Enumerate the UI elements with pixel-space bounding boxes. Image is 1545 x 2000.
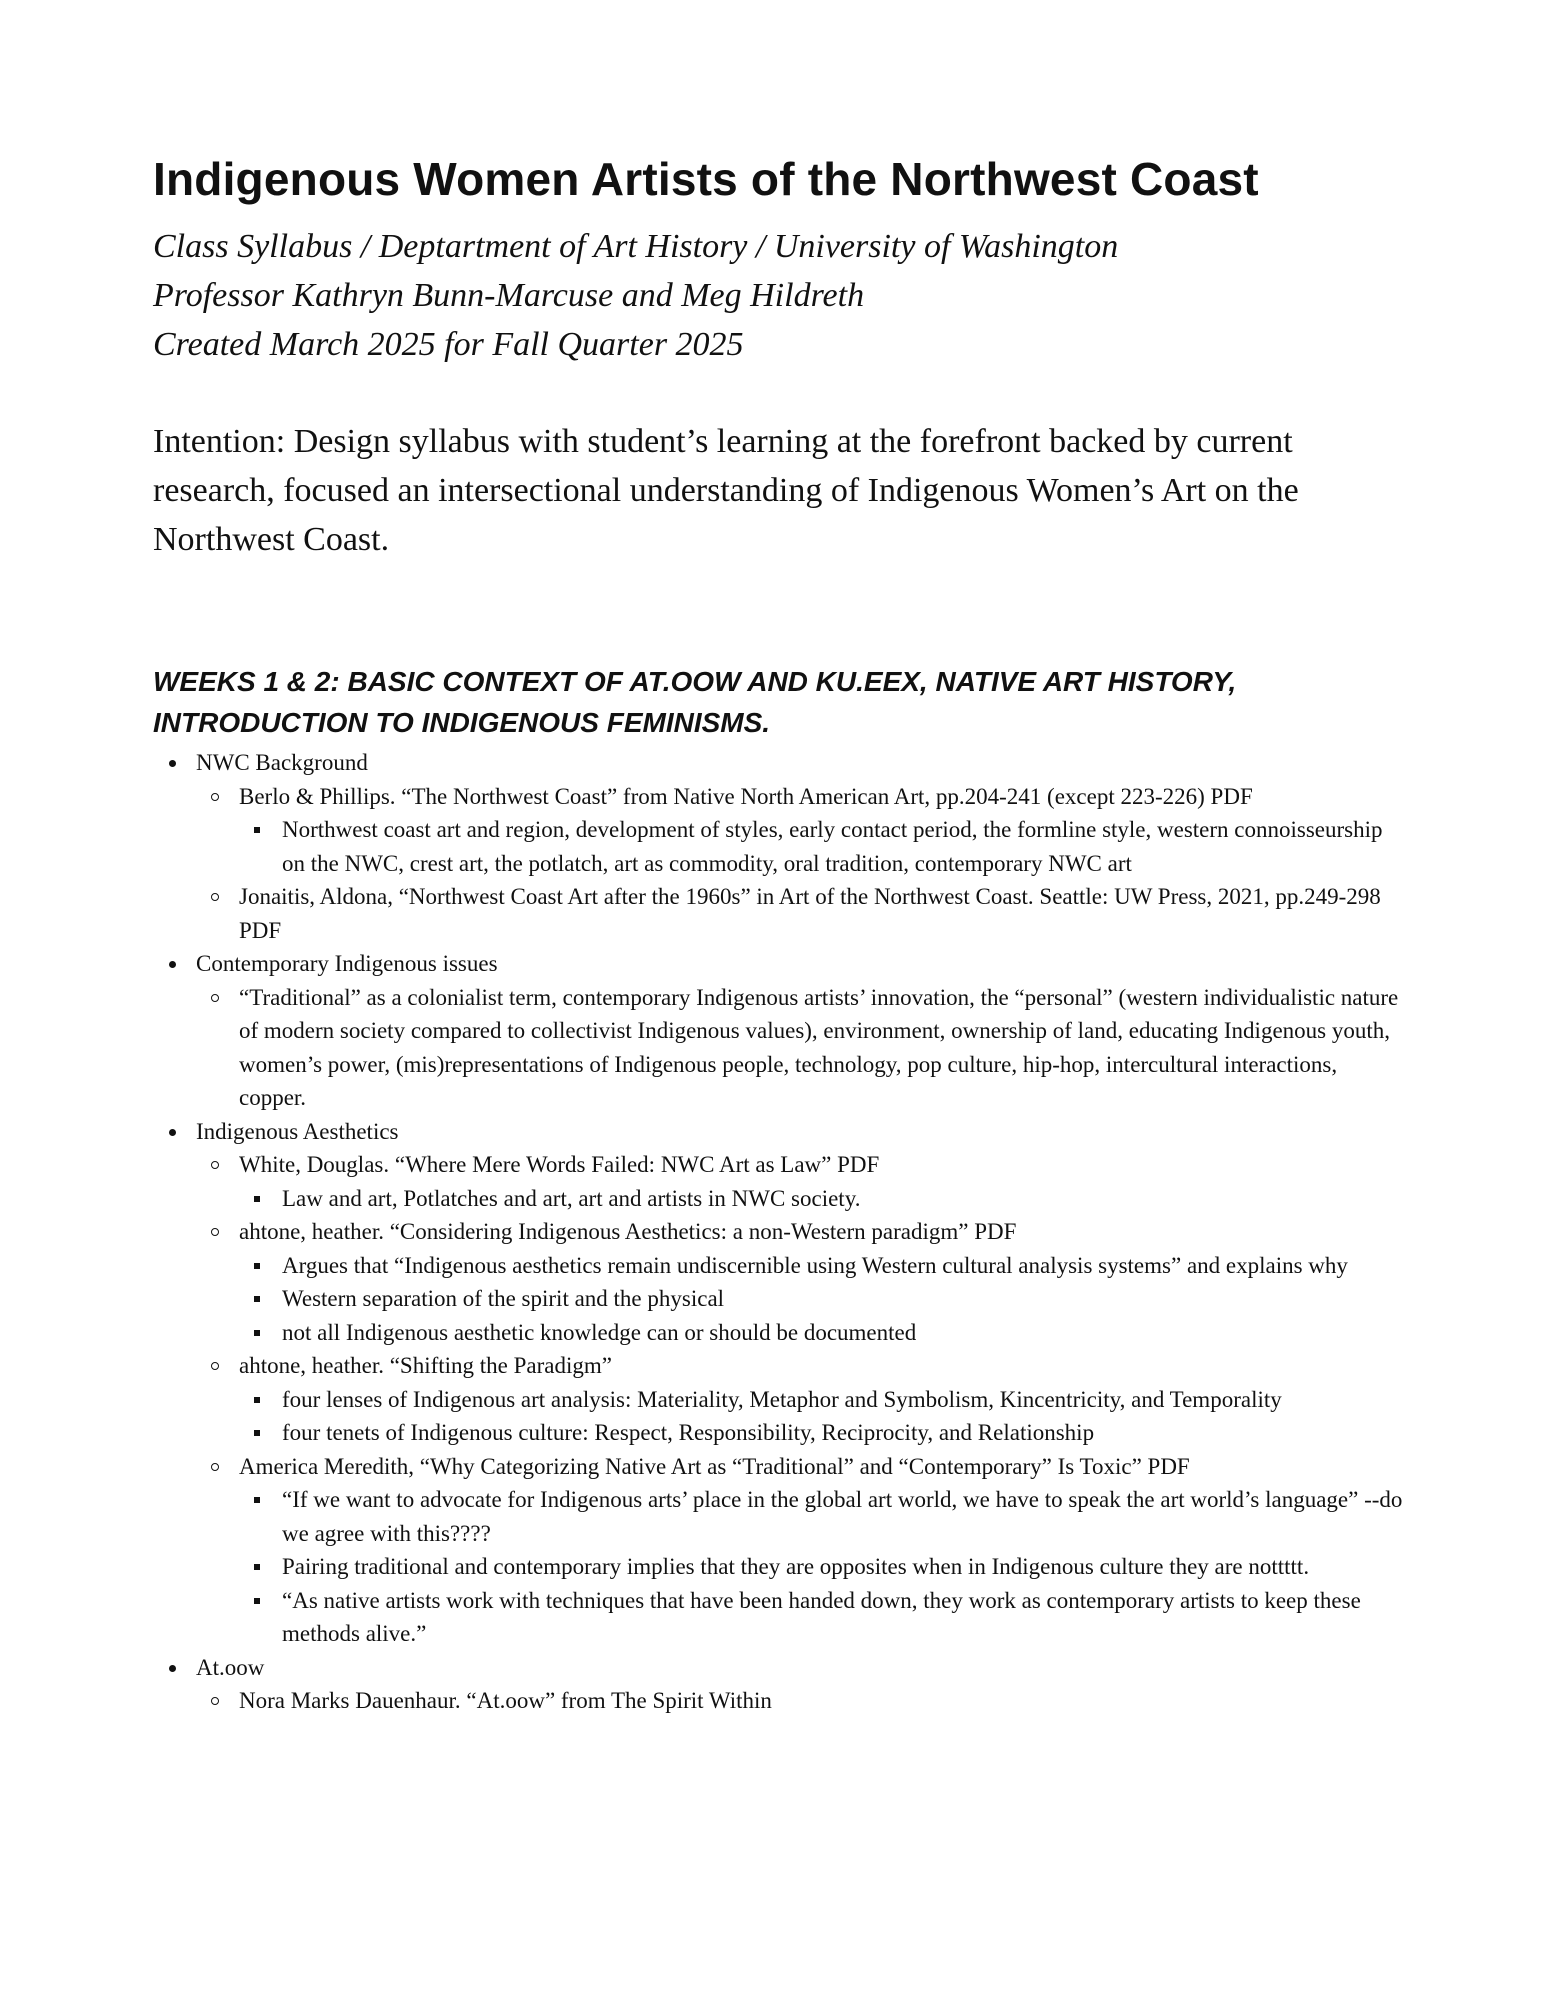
topic-label: NWC Background	[196, 750, 368, 775]
reading-text: White, Douglas. “Where Mere Words Failed: NWC Art as Law” PDF	[239, 1152, 880, 1177]
bullet-square-icon	[254, 1430, 260, 1436]
reading-text: Berlo & Phillips. “The Northwest Coast” from Native North American Art, pp.204-241 (except 223-226) PDF	[239, 783, 1253, 809]
reading-text: America Meredith, “Why Categorizing Native Art as “Traditional” and “Contemporary” Is Toxic” PDF	[239, 1453, 1190, 1479]
reading-item	[196, 1450, 1403, 1651]
topic-item	[153, 947, 1403, 1115]
intention-statement: Intention: Design syllabus with student’s learning at the forefront backed by current research, focused an intersectional understanding of Indigenous Women’s Art on the Northwest Coast.	[153, 423, 1299, 558]
course-meta	[153, 222, 1403, 369]
note-list	[239, 1383, 1403, 1450]
bullet-circle-icon	[211, 1697, 219, 1705]
note-item	[239, 813, 1403, 880]
note-text: not all Indigenous aesthetic knowledge can or should be documented	[282, 1319, 917, 1345]
note-item	[239, 1182, 1403, 1216]
note-item	[239, 1416, 1403, 1450]
topic-label: Indigenous Aesthetics	[196, 1118, 399, 1144]
note-text: “If we want to advocate for Indigenous arts’ place in the global art world, we have to speak the art world’s language” --do we agree with this????	[282, 1487, 1403, 1546]
topic-label: Contemporary Indigenous issues	[196, 951, 498, 976]
topic-list	[153, 746, 1403, 1718]
reading-item	[196, 1215, 1403, 1349]
note-list	[239, 813, 1403, 880]
note-list	[239, 1483, 1403, 1651]
document-title: Indigenous Women Artists of the Northwest Coast	[153, 153, 1259, 205]
note-text: Argues that “Indigenous aesthetics remain undiscernible using Western cultural analysis systems” and explains why	[282, 1252, 1348, 1278]
note-text: four lenses of Indigenous art analysis: Materiality, Metaphor and Symbolism, Kincentricity, and Temporality	[282, 1386, 1282, 1412]
note-item	[239, 1383, 1403, 1417]
reading-item	[196, 1684, 1403, 1718]
bullet-circle-icon	[211, 793, 219, 801]
reading-item	[196, 880, 1403, 947]
bullet-square-icon	[254, 1598, 260, 1604]
note-text: “As native artists work with techniques that have been handed down, they work as contemporary artists to keep these methods alive.”	[282, 1587, 1361, 1646]
reading-item	[196, 1148, 1403, 1215]
bullet-disc-icon	[169, 1665, 176, 1672]
reading-list	[196, 1684, 1403, 1718]
note-item	[239, 1483, 1403, 1550]
bullet-square-icon	[254, 1263, 260, 1269]
bullet-disc-icon	[169, 760, 176, 767]
reading-text: ahtone, heather. “Considering Indigenous Aesthetics: a non-Western paradigm” PDF	[239, 1219, 1017, 1244]
topic-item	[153, 1651, 1403, 1718]
bullet-square-icon	[254, 1296, 260, 1302]
note-item	[239, 1584, 1403, 1651]
bullet-circle-icon	[211, 1362, 219, 1370]
reading-list	[196, 981, 1403, 1115]
note-text: Pairing traditional and contemporary implies that they are opposites when in Indigenous culture they are nottttt.	[282, 1554, 1310, 1579]
meta-created: Created March 2025 for Fall Quarter 2025	[153, 326, 744, 363]
reading-item	[196, 780, 1403, 881]
bullet-square-icon	[254, 1497, 260, 1503]
note-text: four tenets of Indigenous culture: Respect, Responsibility, Reciprocity, and Relationship	[282, 1420, 1095, 1445]
document-content	[153, 150, 1403, 1718]
note-text: Law and art, Potlatches and art, art and artists in NWC society.	[282, 1185, 861, 1211]
topic-label: At.oow	[196, 1654, 265, 1680]
meta-professors: Professor Kathryn Bunn-Marcuse and Meg Hildreth	[153, 277, 865, 314]
bullet-square-icon	[254, 1397, 260, 1403]
note-item	[239, 1316, 1403, 1350]
bullet-disc-icon	[169, 1129, 176, 1136]
week-heading: WEEKS 1 & 2: BASIC CONTEXT OF AT.OOW AND KU.EEX, NATIVE ART HISTORY, INTRODUCTION TO INDIGENOUS FEMINISMS.	[153, 666, 1237, 738]
note-list	[239, 1249, 1403, 1350]
reading-text: “Traditional” as a colonialist term, contemporary Indigenous artists’ innovation, the “personal” (western individualistic nature of modern society compared to collectivist Indigenous values), environment, ownership of land, educating Indigenous youth, women’s power, (mis)representations of Indigenous people, technology, pop culture, hip-hop, intercultural interactions, copper.	[239, 984, 1399, 1110]
bullet-square-icon	[254, 827, 260, 833]
reading-text: Jonaitis, Aldona, “Northwest Coast Art after the 1960s” in Art of the Northwest Coast. Seattle: UW Press, 2021, pp.249-298 PDF	[239, 884, 1381, 943]
reading-list	[196, 780, 1403, 948]
bullet-square-icon	[254, 1564, 260, 1570]
reading-text: Nora Marks Dauenhaur. “At.oow” from The Spirit Within	[239, 1688, 772, 1713]
reading-list	[196, 1148, 1403, 1651]
note-text: Northwest coast art and region, development of styles, early contact period, the formline style, western connoisseurship on the NWC, crest art, the potlatch, art as commodity, oral tradition, contemporary NWC art	[282, 817, 1383, 876]
bullet-circle-icon	[211, 1463, 219, 1471]
bullet-square-icon	[254, 1330, 260, 1336]
reading-text: ahtone, heather. “Shifting the Paradigm”	[239, 1353, 612, 1378]
reading-item	[196, 1349, 1403, 1450]
bullet-disc-icon	[169, 961, 176, 968]
bullet-square-icon	[254, 1196, 260, 1202]
note-text: Western separation of the spirit and the physical	[282, 1286, 725, 1311]
meta-department: Class Syllabus / Deptartment of Art History / University of Washington	[153, 228, 1119, 265]
note-item	[239, 1282, 1403, 1316]
reading-item	[196, 981, 1403, 1115]
bullet-circle-icon	[211, 893, 219, 901]
note-item	[239, 1550, 1403, 1584]
bullet-circle-icon	[211, 1228, 219, 1236]
topic-item	[153, 746, 1403, 947]
note-list	[239, 1182, 1403, 1216]
bullet-circle-icon	[211, 994, 219, 1002]
note-item	[239, 1249, 1403, 1283]
bullet-circle-icon	[211, 1161, 219, 1169]
topic-item	[153, 1115, 1403, 1651]
